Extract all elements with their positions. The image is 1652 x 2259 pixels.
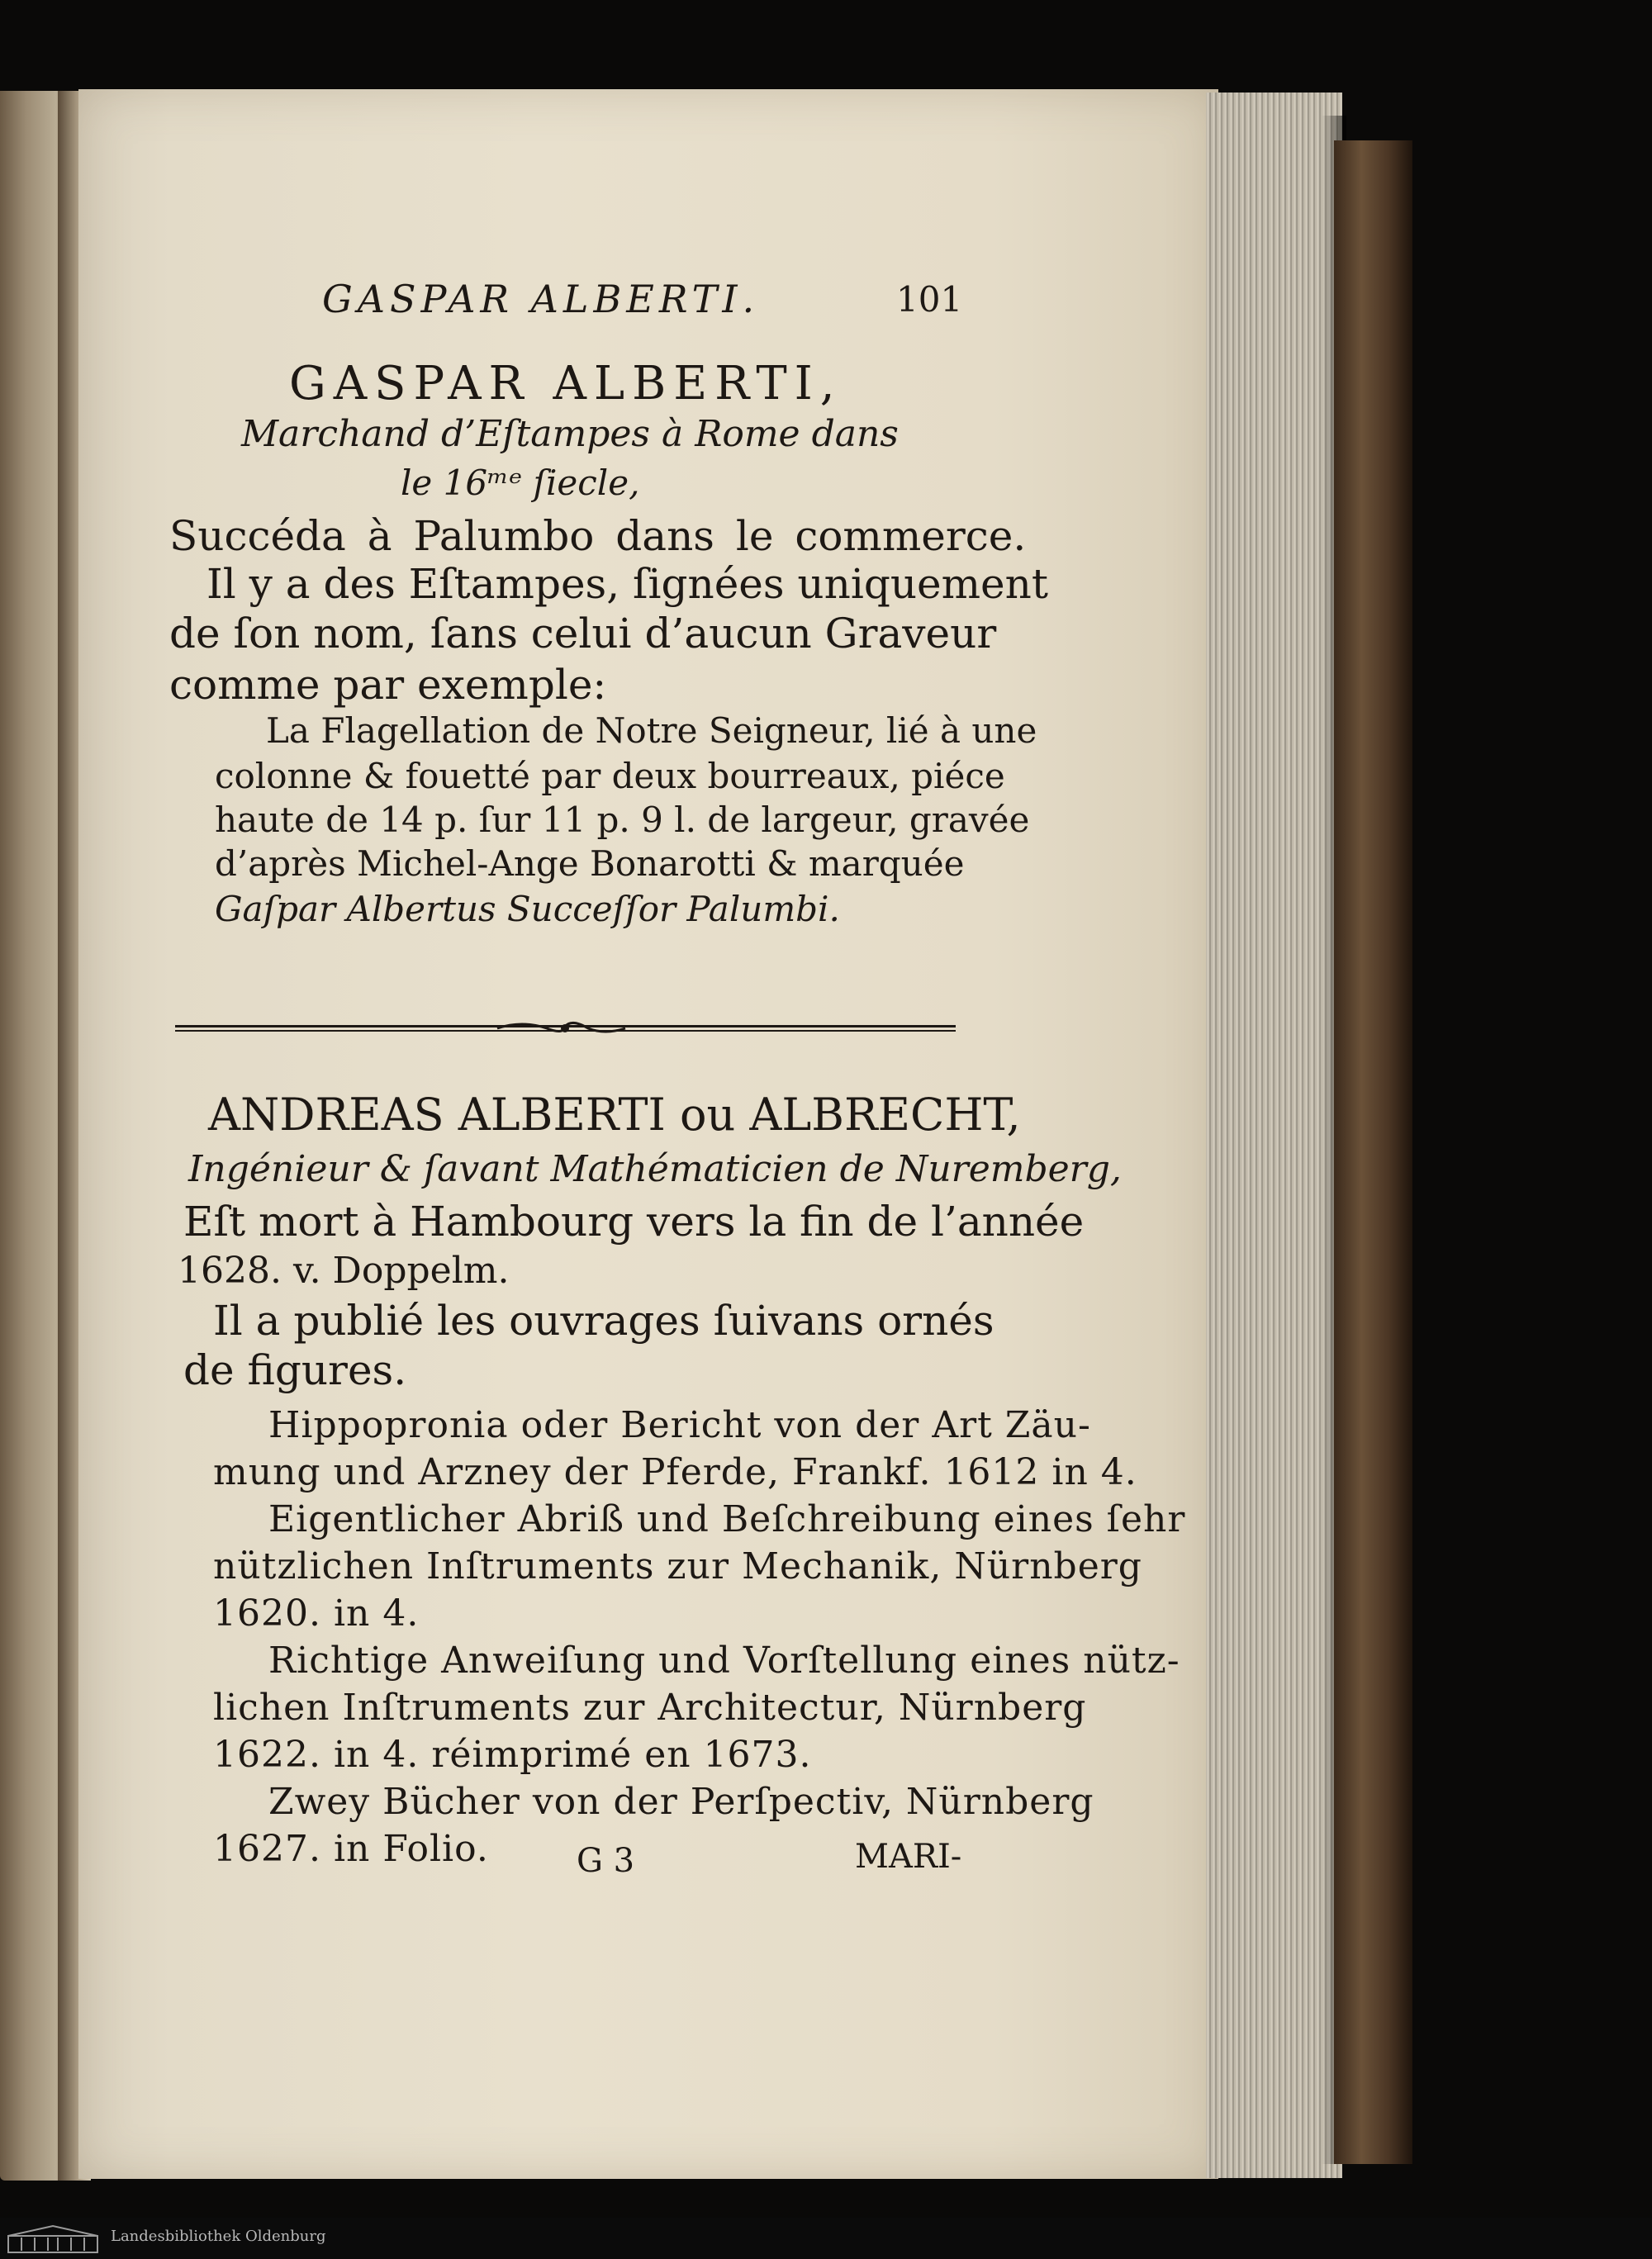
entry2-work-line: mung und Arzney der Pferde, Frankf. 1612 in 4. (213, 1451, 1137, 1493)
entry-subtitle-line-2: le 16ᵐᵉ ſiecle, (401, 463, 640, 503)
entry1-body-line: de ſon nom, ſans celui d’aucun Graveur (169, 610, 997, 657)
entry2-work-line: 1627. in Folio. (213, 1828, 489, 1870)
library-name: Landesbibliothek Oldenburg (111, 2228, 326, 2245)
entry1-body-line: Il y a des Eſtampes, ſignées uniquement (206, 560, 1048, 608)
entry-title-andreas-alberti: ANDREAS ALBERTI ou ALBRECHT, (208, 1089, 1021, 1141)
book-cover-edge (1334, 140, 1412, 2164)
entry2-subtitle: Ingénieur & ſavant Mathématicien de Nuremberg, (188, 1148, 1122, 1190)
entry1-body-line: Succéda à Palumbo dans le commerce. (169, 512, 1027, 560)
entry2-work-line: lichen Inſtruments zur Architectur, Nürnberg (213, 1687, 1087, 1729)
previous-page-edge (0, 91, 66, 2181)
entry2-work-line: Richtige Anweiſung und Vorſtellung eines nütz- (268, 1640, 1180, 1682)
running-head: GASPAR ALBERTI. (322, 277, 760, 321)
ornamental-rule (175, 1020, 956, 1037)
printer-signature: G 3 (577, 1842, 635, 1880)
entry1-example-line: haute de 14 p. ſur 11 p. 9 l. de largeur, gravée (215, 800, 1030, 840)
entry-title-gaspar-alberti: GASPAR ALBERTI, (289, 357, 843, 411)
entry1-body-line: comme par exemple: (169, 661, 607, 709)
entry2-work-line: 1622. in 4. réimprimé en 1673. (213, 1734, 812, 1776)
entry2-work-line: Eigentlicher Abriß und Beſchreibung eines ſehr (268, 1498, 1186, 1540)
catchword: MARI- (855, 1838, 962, 1876)
entry2-work-line: nützlichen Inſtruments zur Mechanik, Nürnberg (213, 1545, 1142, 1587)
entry1-example-line: La Flagellation de Notre Seigneur, lié à une (266, 710, 1037, 751)
entry2-work-line: Zwey Bücher von der Perſpectiv, Nürnberg (268, 1781, 1094, 1823)
page-number: 101 (896, 279, 963, 320)
entry2-work-line: 1620. in 4. (213, 1592, 420, 1635)
library-building-icon (7, 2224, 99, 2254)
entry2-body-line: Il a publié les ouvrages ſuivans ornés (213, 1297, 995, 1345)
entry1-example-line: Gaſpar Albertus Succeſſor Palumbi. (215, 889, 840, 929)
viewer-footer (0, 2218, 1652, 2259)
entry2-body-line: 1628. v. Doppelm. (178, 1250, 510, 1292)
entry1-example-line: d’après Michel-Ange Bonarotti & marquée (215, 843, 965, 884)
entry2-work-line: Hippopronia oder Bericht von der Art Zäu- (268, 1404, 1091, 1446)
entry2-body-line: de figures. (183, 1346, 407, 1394)
entry1-example-line: colonne & fouetté par deux bourreaux, piéce (215, 756, 1005, 796)
entry-subtitle-line-1: Marchand d’Eſtampes à Rome dans (241, 413, 899, 455)
entry2-body-line: Eſt mort à Hambourg vers la fin de l’année (183, 1198, 1085, 1246)
